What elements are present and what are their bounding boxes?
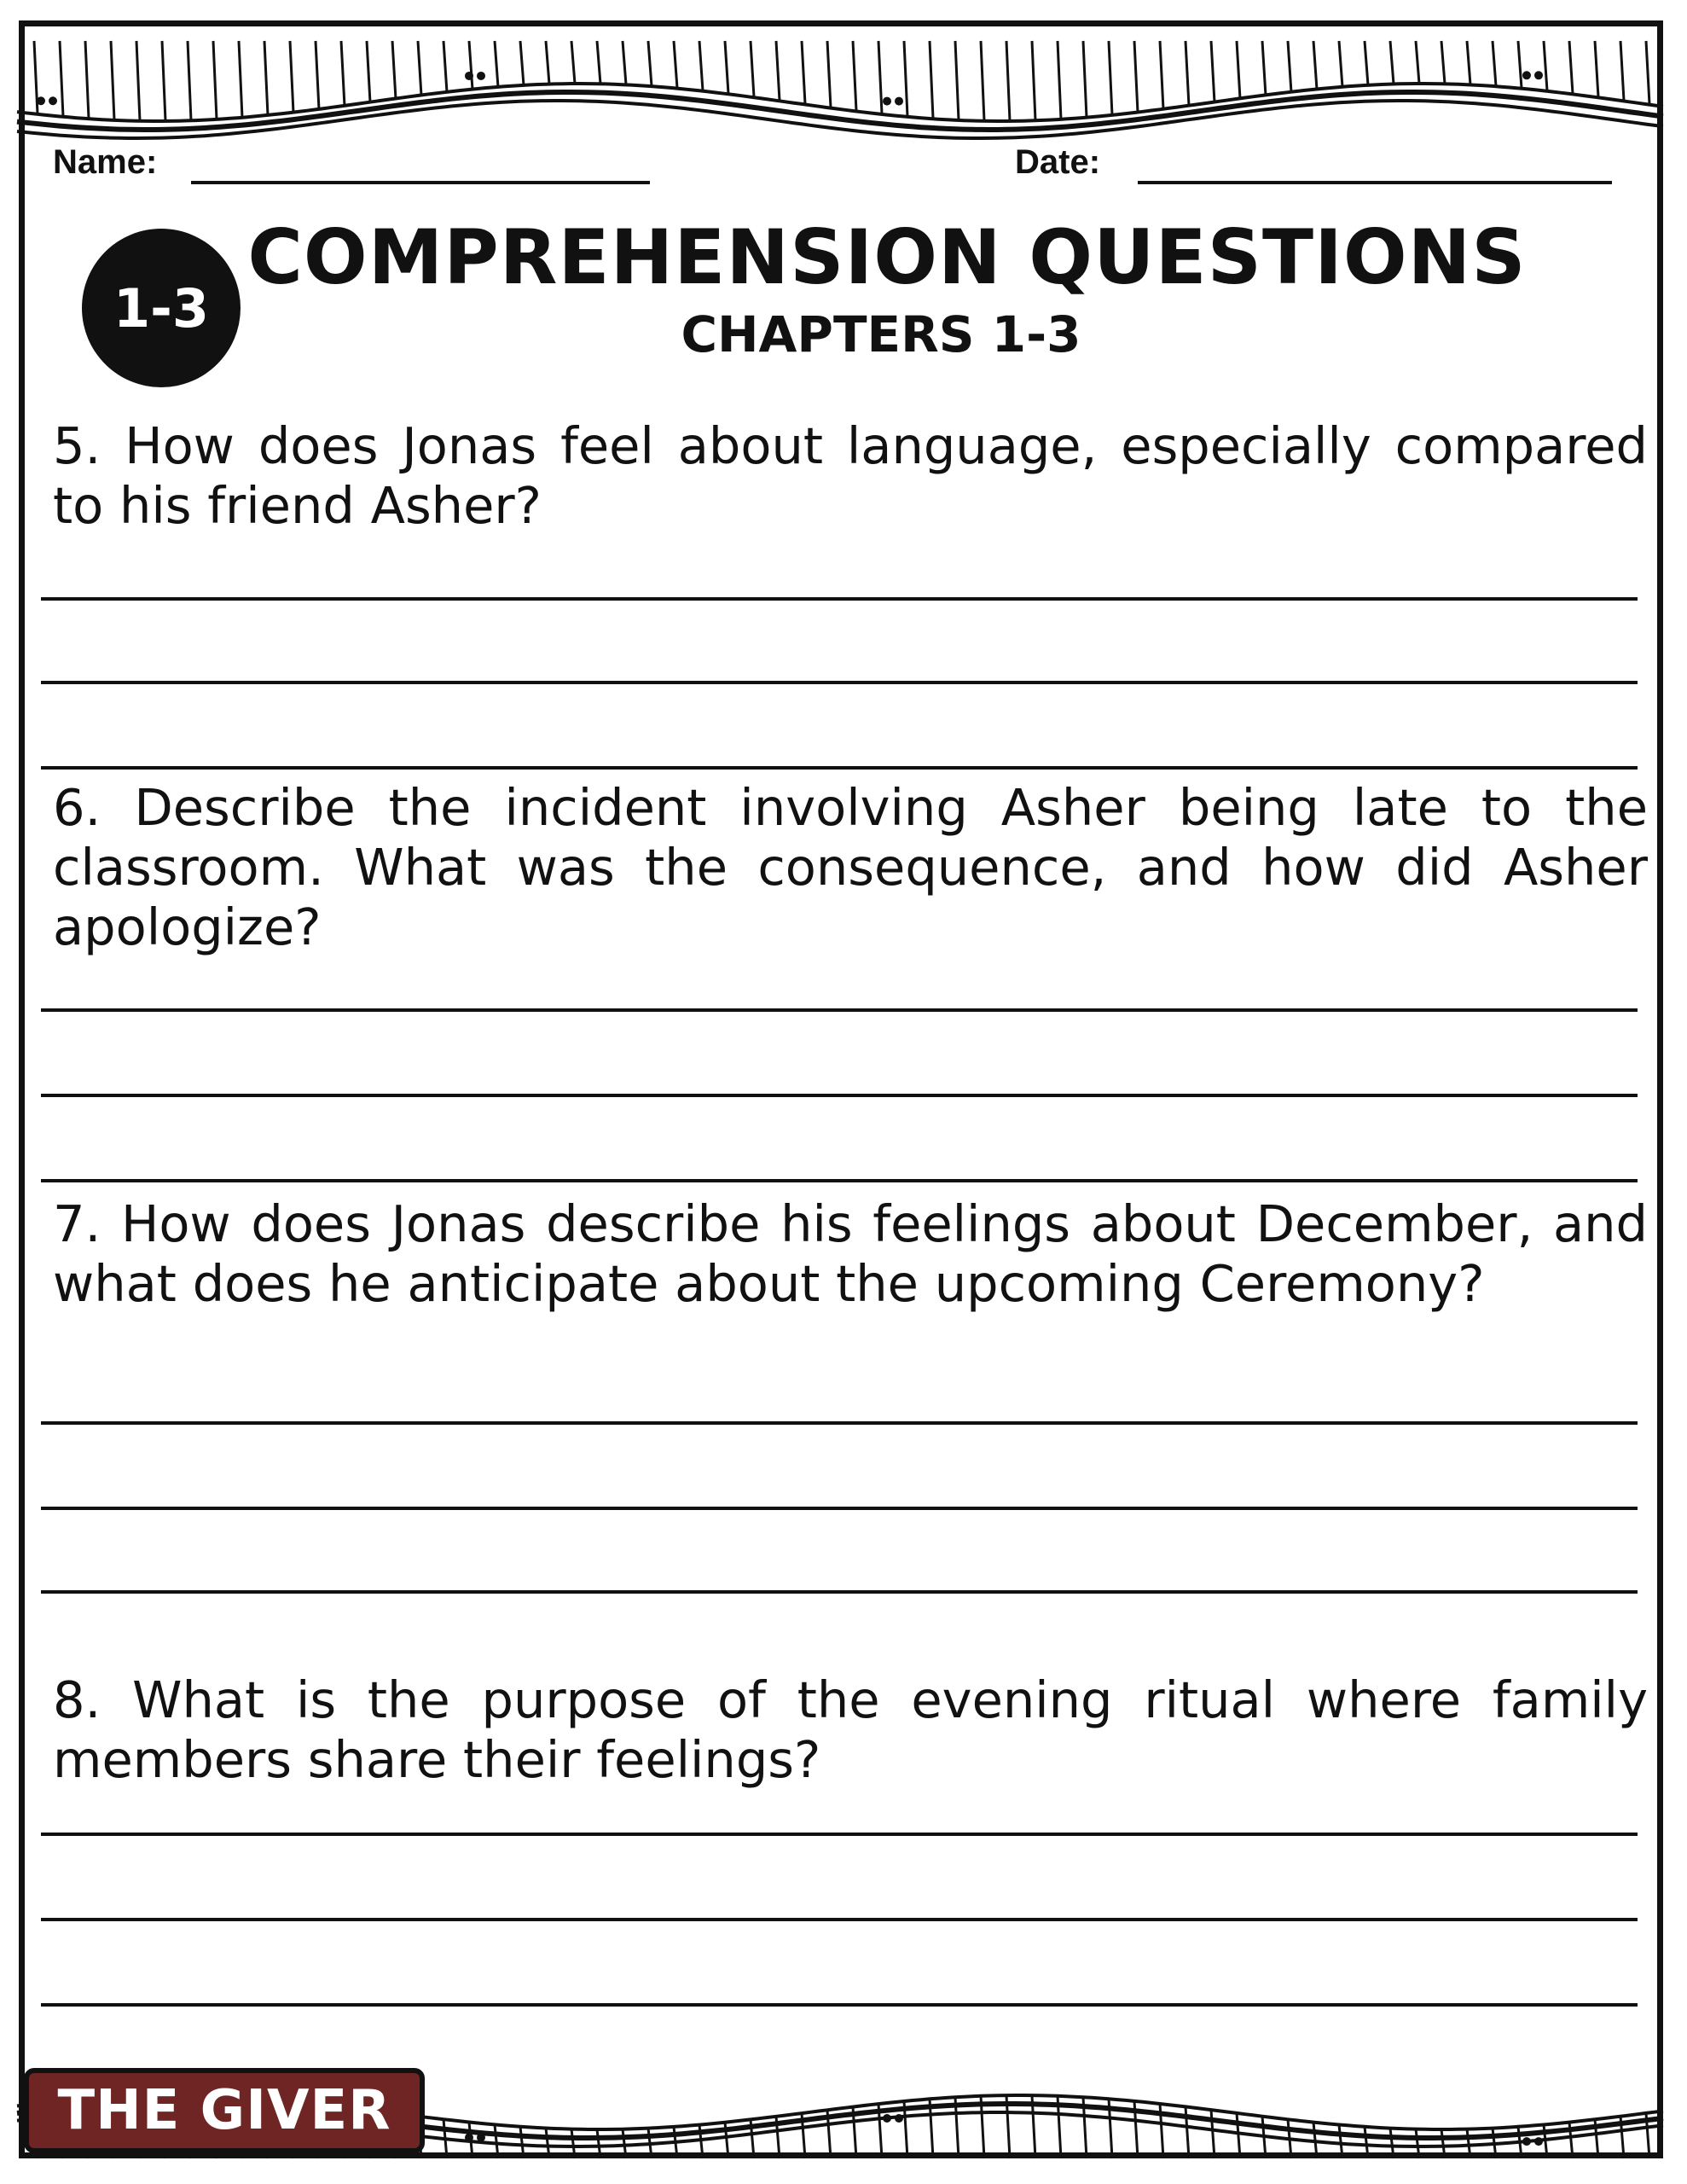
answer-line[interactable] (41, 1918, 1638, 1921)
answer-line[interactable] (41, 681, 1638, 684)
answer-line[interactable] (41, 1833, 1638, 1836)
date-label: Date: (1015, 143, 1101, 181)
answer-line[interactable] (41, 2003, 1638, 2007)
question-7: 7. How does Jonas describe his feelings about December, and what does he anticipate about the upcoming Ceremony? (53, 1194, 1648, 1313)
chapter-badge-text: 1-3 (113, 276, 209, 340)
question-8: 8. What is the purpose of the evening ritual where family members share their feelings? (53, 1670, 1648, 1789)
answer-line[interactable] (41, 1094, 1638, 1097)
name-field[interactable] (191, 181, 650, 184)
question-6: 6. Describe the incident involving Asher being late to the classroom. What was the consequence, and how did Asher apologize? (53, 778, 1648, 956)
book-title: THE GIVER (57, 2079, 391, 2142)
question-5: 5. How does Jonas feel about language, especially compared to his friend Asher? (53, 416, 1648, 535)
answer-line[interactable] (41, 766, 1638, 770)
answer-line[interactable] (41, 1590, 1638, 1594)
answer-line[interactable] (41, 597, 1638, 601)
answer-line[interactable] (41, 1507, 1638, 1510)
answer-line[interactable] (41, 1179, 1638, 1182)
book-title-tab (24, 2068, 425, 2153)
page-title: COMPREHENSION QUESTIONS (247, 213, 1527, 301)
answer-line[interactable] (41, 1008, 1638, 1012)
page-subtitle: CHAPTERS 1-3 (681, 305, 1081, 363)
answer-line[interactable] (41, 1421, 1638, 1425)
name-label: Name: (53, 143, 158, 181)
top-wave-border (0, 20, 1687, 166)
date-field[interactable] (1138, 181, 1612, 184)
